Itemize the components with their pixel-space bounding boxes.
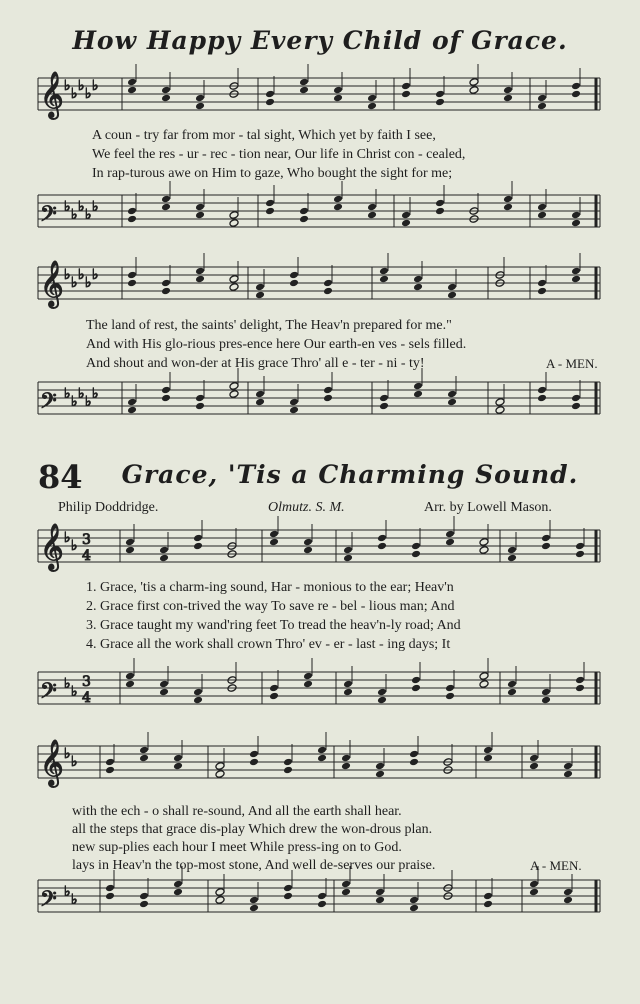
svg-text:♭: ♭: [78, 386, 85, 402]
svg-text:♭: ♭: [71, 684, 78, 700]
svg-text:𝄢: 𝄢: [40, 389, 57, 419]
svg-text:♭: ♭: [64, 884, 71, 900]
svg-text:♭: ♭: [85, 394, 92, 410]
svg-text:♭: ♭: [92, 267, 99, 283]
svg-text:♭: ♭: [64, 386, 71, 402]
svg-text:♭: ♭: [78, 267, 85, 283]
hymn-83-amen: A - MEN.: [546, 356, 598, 371]
svg-text:♭: ♭: [71, 892, 78, 908]
svg-text:𝄢: 𝄢: [40, 679, 57, 709]
svg-text:♭: ♭: [64, 267, 71, 283]
hymn-83-s2-verse-2: And with His glo-rious pres-ence here Our earth-en ves - sels filled.: [86, 337, 467, 352]
hymn-84-number: 84: [38, 458, 83, 496]
svg-text:3: 3: [82, 532, 91, 548]
svg-text:𝄢: 𝄢: [40, 202, 57, 232]
svg-text:♭: ♭: [71, 538, 78, 554]
hymn-84-s2-verse-2: all the steps that grace dis-play Which drew the won-drous plan.: [72, 822, 433, 837]
hymn-83-s1-verse-2: We feel the res - ur - rec - tion near, Our life in Christ con - cealed,: [92, 147, 466, 162]
hymn-83-s1-verse-3: In rap-turous awe on Him to gaze, Who bought the sight for me;: [92, 166, 453, 181]
hymn-84-s2-verse-1: with the ech - o shall re-sound, And all the earth shall hear.: [72, 804, 402, 819]
svg-text:♭: ♭: [71, 207, 78, 223]
svg-text:♭: ♭: [64, 676, 71, 692]
svg-text:𝄢: 𝄢: [40, 887, 57, 917]
hymn-84-s1-verse-3: 3. Grace taught my wand'ring feet To tread the heav'n-ly road; And: [86, 618, 461, 633]
hymn-84-amen: A - MEN.: [530, 858, 582, 873]
svg-text:𝄞: 𝄞: [40, 740, 64, 786]
svg-text:♭: ♭: [71, 86, 78, 102]
svg-text:♭: ♭: [78, 78, 85, 94]
svg-text:4: 4: [82, 548, 91, 564]
svg-text:♭: ♭: [92, 386, 99, 402]
svg-text:𝄞: 𝄞: [40, 261, 64, 307]
hymn-84-title: Grace, 'Tis a Charming Sound.: [121, 460, 579, 489]
svg-text:♭: ♭: [64, 530, 71, 546]
hymn-84-arranger: Arr. by Lowell Mason.: [424, 500, 552, 515]
hymn-84-s2-verse-4: lays in Heav'n the top-most stone, And well de-serves our praise.: [72, 858, 436, 873]
hymn-83-title: How Happy Every Child of Grace.: [72, 26, 568, 55]
hymn-84-s2-verse-3: new sup-plies each hour I meet While press-ing on to God.: [72, 840, 402, 855]
hymn-83-s2-verse-1: The land of rest, the saints' delight, The Heav'n prepared for me.": [86, 318, 452, 333]
hymn-84-author: Philip Doddridge.: [58, 500, 159, 515]
svg-text:♭: ♭: [85, 86, 92, 102]
hymn-84-s1-verse-4: 4. Grace all the work shall crown Thro' ev - er - last - ing days; It: [86, 637, 451, 652]
svg-text:♭: ♭: [71, 394, 78, 410]
svg-text:♭: ♭: [64, 78, 71, 94]
svg-text:♭: ♭: [85, 275, 92, 291]
svg-text:♭: ♭: [85, 207, 92, 223]
hymn-84-s1-verse-2: 2. Grace first con-trived the way To save re - bel - lious man; And: [86, 599, 455, 614]
hymn-84-tune: Olmutz. S. M.: [268, 500, 345, 515]
hymn-83-s2-verse-3: And shout and won-der at His grace Thro' all e - ter - ni - ty!: [86, 356, 425, 371]
svg-text:♭: ♭: [92, 78, 99, 94]
svg-text:♭: ♭: [71, 754, 78, 770]
svg-text:♭: ♭: [78, 199, 85, 215]
hymn-84-s1-verse-1: 1. Grace, 'tis a charm-ing sound, Har - monious to the ear; Heav'n: [86, 580, 454, 595]
svg-text:4: 4: [82, 690, 91, 706]
svg-text:♭: ♭: [64, 199, 71, 215]
svg-text:♭: ♭: [71, 275, 78, 291]
svg-text:𝄞: 𝄞: [40, 524, 64, 570]
svg-text:♭: ♭: [92, 199, 99, 215]
svg-text:𝄞: 𝄞: [40, 72, 64, 118]
svg-text:3: 3: [82, 674, 91, 690]
hymn-83-s1-verse-1: A coun - try far from mor - tal sight, Which yet by faith I see,: [92, 128, 436, 143]
clefs-and-bars: [38, 64, 600, 917]
svg-text:♭: ♭: [64, 746, 71, 762]
